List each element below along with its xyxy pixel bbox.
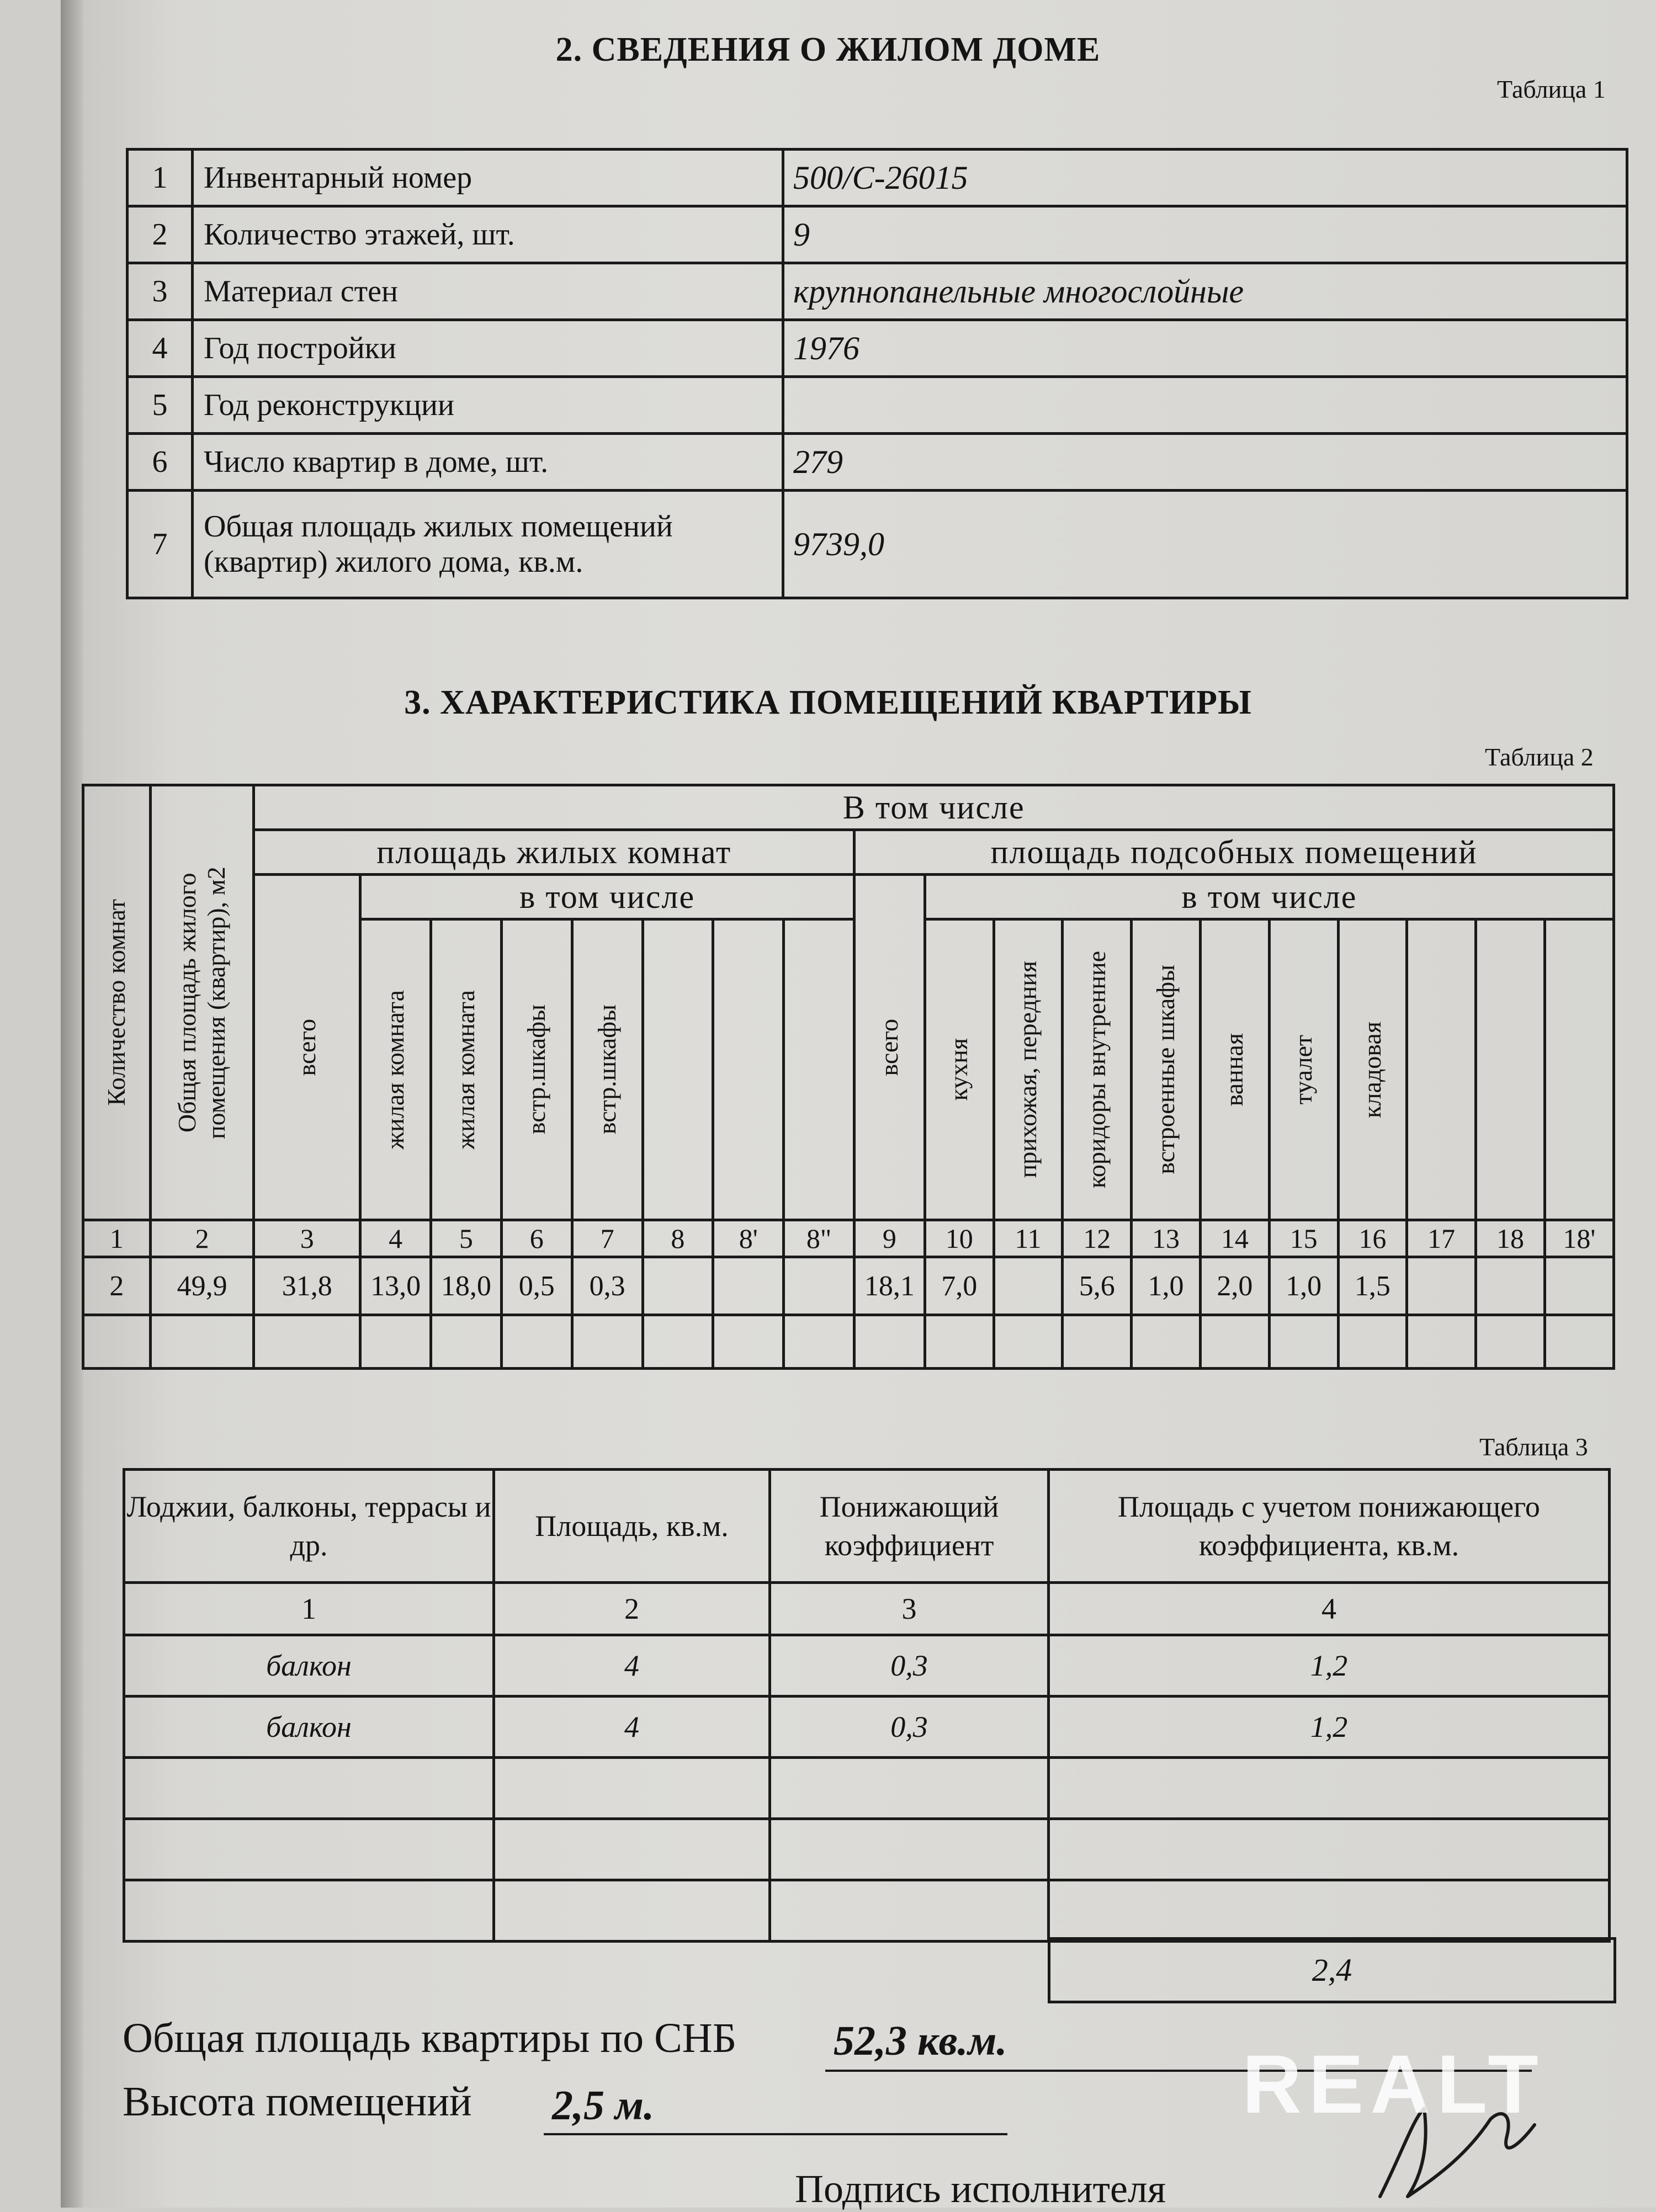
total-area-value: 52,3 кв.м. — [834, 2018, 1007, 2064]
cell: 1,0 — [1269, 1257, 1338, 1315]
col-number: 1 — [124, 1583, 494, 1635]
cell: 49,9 — [150, 1257, 254, 1315]
col-number: 2 — [150, 1220, 254, 1257]
balconies-total: 2,4 — [1048, 1937, 1616, 2003]
col-number: 8' — [713, 1220, 784, 1257]
col-number: 4 — [1049, 1583, 1610, 1635]
table-row — [128, 434, 1627, 491]
section2-title: 2. СВЕДЕНИЯ О ЖИЛОМ ДОМЕ — [555, 31, 1101, 68]
cell — [784, 1257, 854, 1315]
cell: 1,2 — [1049, 1697, 1610, 1758]
col-number: 5 — [431, 1220, 502, 1257]
row-number: 3 — [128, 263, 193, 320]
built-in-wardrobes-header: встроенные шкафы — [1132, 919, 1201, 1220]
row-value: 9739,0 — [783, 491, 1627, 598]
height-label: Высота помещений — [123, 2078, 472, 2125]
blank-header — [713, 919, 784, 1220]
cell: 18,1 — [854, 1257, 925, 1315]
total-area-label: Общая площадь квартиры по СНБ — [123, 2015, 737, 2061]
section3-title: 3. ХАРАКТЕРИСТИКА ПОМЕЩЕНИЙ КВАРТИРЫ — [404, 684, 1252, 721]
living-room-header: жилая комната — [431, 919, 502, 1220]
row-value — [783, 377, 1627, 434]
table-row — [128, 320, 1627, 377]
col-number: 6 — [501, 1220, 572, 1257]
row-value: 1976 — [783, 320, 1627, 377]
apartment-rooms-table — [82, 784, 1615, 1370]
table3-caption: Таблица 3 — [1479, 1433, 1588, 1461]
table-row — [124, 1697, 1610, 1758]
row-label: Количество этажей, шт. — [193, 206, 783, 263]
table-row — [128, 377, 1627, 434]
table-row — [83, 1257, 1614, 1315]
row-value: 9 — [783, 206, 1627, 263]
col-number: 11 — [994, 1220, 1063, 1257]
col-number: 8 — [643, 1220, 713, 1257]
blank-header — [1544, 919, 1613, 1220]
row-number: 2 — [128, 206, 193, 263]
total-area-header: Общая площадь жилого помещения (квартир), м2 — [150, 785, 254, 1220]
blank-header — [1476, 919, 1545, 1220]
row-label: Инвентарный номер — [193, 150, 783, 206]
row-value: крупнопанельные многослойные — [783, 263, 1627, 320]
cell: 0,5 — [501, 1257, 572, 1315]
cell: 4 — [494, 1697, 770, 1758]
aux-included-header: в том числе — [925, 875, 1613, 919]
col-number: 15 — [1269, 1220, 1338, 1257]
column-numbers-row — [124, 1583, 1610, 1635]
included-group-header: В том числе — [254, 785, 1614, 830]
row-number: 1 — [128, 150, 193, 206]
living-area-group-header: площадь жилых комнат — [254, 830, 854, 875]
cell: 0,3 — [770, 1635, 1049, 1697]
living-total-header: всего — [254, 875, 360, 1220]
toilet-header: туалет — [1269, 919, 1338, 1220]
row-number: 7 — [128, 491, 193, 598]
cell — [643, 1257, 713, 1315]
cell: 0,3 — [572, 1257, 643, 1315]
col-header: Площадь с учетом понижающего коэффициента, кв.м. — [1049, 1470, 1610, 1583]
cell: 1,2 — [1049, 1635, 1610, 1697]
corridors-header: коридоры внутренние — [1063, 919, 1132, 1220]
cell: 2,0 — [1200, 1257, 1269, 1315]
cell: 4 — [494, 1635, 770, 1697]
height-value: 2,5 м. — [552, 2082, 655, 2129]
table1-caption: Таблица 1 — [1497, 75, 1606, 103]
table-row — [128, 206, 1627, 263]
table-row — [128, 491, 1627, 598]
blank-header — [1407, 919, 1476, 1220]
balconies-table — [123, 1468, 1611, 1943]
cell: 13,0 — [360, 1257, 431, 1315]
living-included-header: в том числе — [360, 875, 854, 919]
col-number: 4 — [360, 1220, 431, 1257]
cell: 0,3 — [770, 1697, 1049, 1758]
cell — [1544, 1257, 1613, 1315]
table2-caption: Таблица 2 — [1485, 743, 1594, 771]
col-header: Лоджии, балконы, террасы и др. — [124, 1470, 494, 1583]
row-label: Общая площадь жилых помещений (квартир) жилого дома, кв.м. — [193, 491, 783, 598]
cell: 31,8 — [254, 1257, 360, 1315]
col-number: 14 — [1200, 1220, 1269, 1257]
hallway-header: прихожая, передния — [994, 919, 1063, 1220]
realt-watermark: REALT — [1242, 2038, 1545, 2130]
col-number: 17 — [1407, 1220, 1476, 1257]
cell: балкон — [124, 1697, 494, 1758]
living-room-header: жилая комната — [360, 919, 431, 1220]
row-value: 279 — [783, 434, 1627, 491]
rooms-count-header: Количество комнат — [83, 785, 151, 1220]
col-header: Понижающий коэффициент — [770, 1470, 1049, 1583]
row-label: Материал стен — [193, 263, 783, 320]
col-number: 9 — [854, 1220, 925, 1257]
auxiliary-area-group-header: площадь подсобных помещений — [854, 830, 1613, 875]
table-row — [124, 1819, 1610, 1880]
col-number: 8" — [784, 1220, 854, 1257]
col-number: 1 — [83, 1220, 151, 1257]
cell: 1,5 — [1338, 1257, 1407, 1315]
row-label: Число квартир в доме, шт. — [193, 434, 783, 491]
col-number: 2 — [494, 1583, 770, 1635]
row-value: 500/С-26015 — [783, 150, 1627, 206]
aux-total-header: всего — [854, 875, 925, 1220]
cell: 1,0 — [1132, 1257, 1201, 1315]
table-row — [128, 263, 1627, 320]
height-underline — [544, 2133, 1007, 2135]
table-row — [124, 1880, 1610, 1942]
table-row — [124, 1635, 1610, 1697]
height-line — [123, 2078, 472, 2126]
blank-header — [784, 919, 854, 1220]
cell: 5,6 — [1063, 1257, 1132, 1315]
storeroom-header: кладовая — [1338, 919, 1407, 1220]
cell: балкон — [124, 1635, 494, 1697]
col-number: 10 — [925, 1220, 994, 1257]
col-number: 18 — [1476, 1220, 1545, 1257]
total-area-line — [123, 2014, 736, 2062]
page-edge-shadow — [61, 0, 83, 2208]
col-header: Площадь, кв.м. — [494, 1470, 770, 1583]
header-row — [124, 1470, 1610, 1583]
built-in-closet-header: встр.шкафы — [572, 919, 643, 1220]
kitchen-header: кухня — [925, 919, 994, 1220]
cell — [994, 1257, 1063, 1315]
col-number: 3 — [254, 1220, 360, 1257]
col-number: 18' — [1544, 1220, 1613, 1257]
cell — [1407, 1257, 1476, 1315]
row-number: 6 — [128, 434, 193, 491]
table-row — [128, 150, 1627, 206]
signature-label: Подпись исполнителя — [795, 2167, 1166, 2211]
col-number: 7 — [572, 1220, 643, 1257]
row-number: 5 — [128, 377, 193, 434]
cell: 7,0 — [925, 1257, 994, 1315]
col-number: 3 — [770, 1583, 1049, 1635]
cell: 2 — [83, 1257, 151, 1315]
row-label: Год постройки — [193, 320, 783, 377]
built-in-closet-header: встр.шкафы — [501, 919, 572, 1220]
row-label: Год реконструкции — [193, 377, 783, 434]
col-number: 13 — [1132, 1220, 1201, 1257]
cell — [713, 1257, 784, 1315]
cell: 18,0 — [431, 1257, 502, 1315]
col-number: 16 — [1338, 1220, 1407, 1257]
col-number: 12 — [1063, 1220, 1132, 1257]
building-info-table — [126, 148, 1628, 599]
blank-header — [643, 919, 713, 1220]
signature-line — [795, 2166, 1166, 2212]
row-number: 4 — [128, 320, 193, 377]
column-numbers-row — [83, 1220, 1614, 1257]
table-row — [124, 1758, 1610, 1819]
bathroom-header: ванная — [1200, 919, 1269, 1220]
cell — [1476, 1257, 1545, 1315]
table-row — [83, 1315, 1614, 1369]
